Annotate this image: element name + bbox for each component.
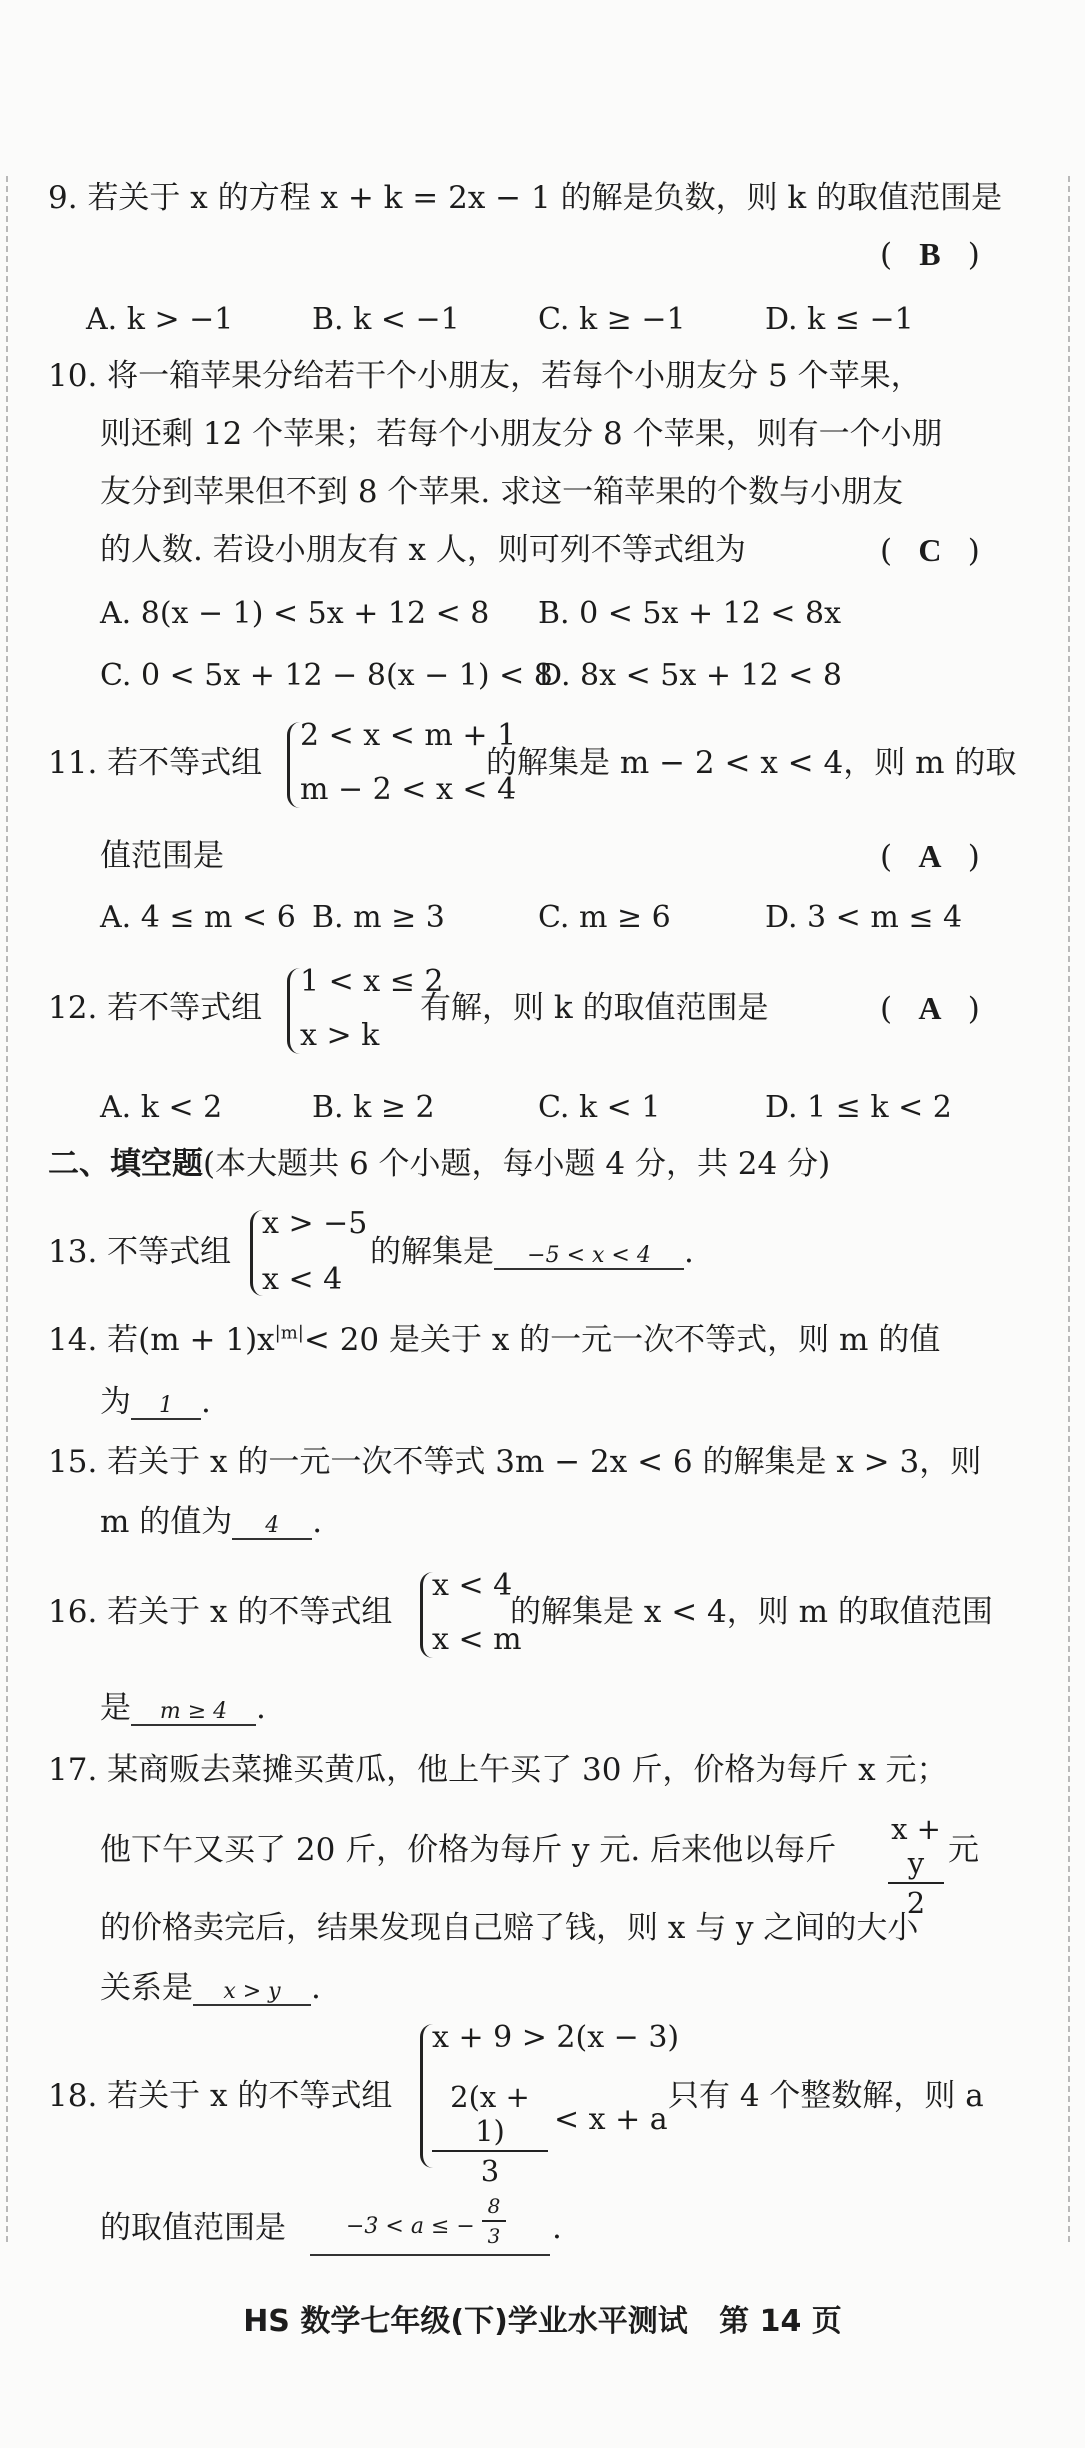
system-brace	[287, 968, 300, 1054]
system-line-2: m − 2 < x < 4	[300, 772, 517, 807]
question-text: < 20 是关于 x 的一元一次不等式，则 m 的值	[303, 1322, 941, 1358]
choice-11d: D. 3 < m ≤ 4	[765, 900, 963, 935]
answer-text: −3 < a ≤ −	[346, 2214, 475, 2239]
question-14-line-1	[48, 1322, 940, 1359]
answer-blank-17[interactable]: x > y	[193, 1980, 311, 2006]
question-13-suffix	[370, 1234, 694, 1271]
exponent: |m|	[274, 1322, 304, 1344]
answer-letter: A	[918, 838, 942, 874]
fraction-denominator: 3	[480, 2154, 500, 2188]
answer-blank-16[interactable]: m ≥ 4	[131, 1700, 256, 1726]
question-text: 将一箱苹果分给若干个小朋友，若每个小朋友分 5 个苹果，	[107, 358, 922, 394]
fraction-bar	[482, 2220, 506, 2222]
system-line-2: x < m	[432, 1622, 522, 1657]
choice-9d: D. k ≤ −1	[765, 302, 914, 337]
choice-9c: C. k ≥ −1	[538, 302, 686, 337]
system-line-1: x > −5	[262, 1206, 368, 1241]
question-16-prefix	[48, 1594, 392, 1631]
question-18-suffix: 只有 4 个整数解，则 a	[668, 2078, 984, 2114]
question-text: 某商贩去菜摊买黄瓜，他上午买了 30 斤，价格为每斤 x 元；	[107, 1752, 948, 1788]
question-10-line-1	[48, 358, 922, 395]
fraction-numerator: 8	[487, 2194, 501, 2218]
choice-10d: D. 8x < 5x + 12 < 8	[538, 658, 842, 693]
fraction-x-plus-y-over-2	[888, 1812, 944, 1920]
question-13-prefix	[48, 1234, 231, 1271]
question-text: 若关于 x 的不等式组	[107, 2078, 393, 2114]
answer-bracket-10: ( C )	[880, 532, 980, 569]
question-number: 15.	[48, 1444, 98, 1480]
question-18-prefix	[48, 2078, 392, 2115]
question-text: 不等式组	[107, 1234, 232, 1270]
choice-12b: B. k ≥ 2	[312, 1090, 435, 1125]
question-text: 是	[100, 1690, 131, 1726]
question-text: 若不等式组	[107, 745, 263, 781]
question-15-line-1	[48, 1444, 981, 1481]
right-fold-line	[1068, 176, 1070, 2242]
question-16-line-2	[100, 1690, 266, 1727]
question-16-suffix: 的解集是 x < 4，则 m 的取值范围	[510, 1594, 993, 1630]
answer-blank-15[interactable]: 4	[232, 1514, 312, 1540]
question-9	[48, 180, 1002, 217]
question-number: 18.	[48, 2078, 98, 2114]
footer-title: HS 数学七年级(下)学业水平测试	[243, 2304, 688, 2339]
choice-11c: C. m ≥ 6	[538, 900, 671, 935]
system-brace	[287, 722, 300, 808]
left-fold-line	[6, 176, 8, 2242]
system-line-1: x + 9 > 2(x − 3)	[432, 2020, 680, 2055]
question-number: 17.	[48, 1752, 98, 1788]
period: .	[312, 1504, 323, 1540]
choice-10c: C. 0 < 5x + 12 − 8(x − 1) < 8	[100, 658, 553, 693]
question-10-line-4: 的人数. 若设小朋友有 x 人，则可列不等式组为	[100, 532, 746, 568]
system-line-1: x < 4	[432, 1568, 513, 1603]
question-11-suffix: 的解集是 m − 2 < x < 4，则 m 的取	[486, 745, 1017, 781]
question-number: 11.	[48, 745, 98, 781]
question-17-line-1	[48, 1752, 948, 1789]
answer-blank-14[interactable]: 1	[131, 1394, 201, 1420]
question-text: 若(m + 1)x	[107, 1322, 275, 1358]
question-text: 的解集是	[370, 1234, 494, 1270]
page-footer	[0, 2296, 1085, 2340]
system-fraction	[432, 2080, 548, 2188]
choice-9b: B. k < −1	[312, 302, 460, 337]
question-10-line-3: 友分到苹果但不到 8 个苹果. 求这一箱苹果的个数与小朋友	[100, 474, 904, 510]
choice-12c: C. k < 1	[538, 1090, 661, 1125]
system-line-1: 1 < x ≤ 2	[300, 964, 444, 999]
fraction-denominator: 2	[906, 1886, 926, 1920]
question-17-unit: 元	[948, 1832, 979, 1868]
question-12-suffix: 有解，则 k 的取值范围是	[420, 990, 769, 1026]
question-17-line-3: 的价格卖完后，结果发现自己赔了钱，则 x 与 y 之间的大小	[100, 1910, 919, 1946]
question-17-line-2: 他下午又买了 20 斤，价格为每斤 y 元. 后来他以每斤	[100, 1832, 837, 1868]
choice-10b: B. 0 < 5x + 12 < 8x	[538, 596, 842, 631]
section-title: 二、填空题	[48, 1146, 203, 1182]
fraction-numerator: 2(x + 1)	[450, 2080, 530, 2148]
period: .	[684, 1234, 694, 1270]
answer-letter: B	[919, 236, 941, 272]
period: .	[552, 2210, 562, 2246]
question-number: 14.	[48, 1322, 98, 1358]
question-number: 12.	[48, 990, 98, 1026]
question-11-line-2: 值范围是	[100, 838, 224, 874]
fraction-denominator: 3	[487, 2224, 501, 2248]
fraction-numerator: x + y	[891, 1812, 941, 1880]
answer-bracket-11: ( A )	[880, 838, 980, 875]
question-text: 若关于 x 的一元一次不等式 3m − 2x < 6 的解集是 x > 3，则	[107, 1444, 982, 1480]
question-15-line-2	[100, 1504, 322, 1541]
choice-12d: D. 1 ≤ k < 2	[765, 1090, 952, 1125]
section-2-heading	[48, 1146, 830, 1183]
question-text: 若关于 x 的不等式组	[107, 1594, 393, 1630]
choice-11b: B. m ≥ 3	[312, 900, 445, 935]
choice-10a: A. 8(x − 1) < 5x + 12 < 8	[100, 596, 490, 631]
page-number: 第 14 页	[719, 2304, 842, 2339]
question-text: 若关于 x 的方程 x + k = 2x − 1 的解是负数，则 k 的取值范围是	[87, 180, 1003, 216]
question-number: 10.	[48, 358, 98, 394]
question-text: m 的值为	[100, 1504, 233, 1540]
question-14-line-2	[100, 1384, 211, 1421]
choice-9a: A. k > −1	[86, 302, 234, 337]
system-line-2: x > k	[300, 1018, 380, 1053]
question-number: 9.	[48, 180, 78, 216]
answer-bracket-12: ( A )	[880, 990, 980, 1027]
choice-12a: A. k < 2	[100, 1090, 223, 1125]
period: .	[311, 1970, 321, 2006]
section-note: (本大题共 6 个小题，每小题 4 分，共 24 分)	[203, 1146, 831, 1182]
answer-blank-13[interactable]: −5 < x < 4	[494, 1244, 684, 1270]
question-text: 关系是	[100, 1970, 193, 2006]
choice-11a: A. 4 ≤ m < 6	[100, 900, 296, 935]
question-18-line-2: 的取值范围是	[100, 2210, 286, 2246]
answer-bracket-9: ( B )	[880, 236, 980, 273]
system-line-2-rest: < x + a	[554, 2102, 668, 2137]
question-number: 13.	[48, 1234, 98, 1270]
question-text: 为	[100, 1384, 131, 1420]
answer-letter: A	[918, 990, 942, 1026]
system-line-2: x < 4	[262, 1262, 343, 1297]
question-11-prefix	[48, 745, 262, 782]
system-line-1: 2 < x < m + 1	[300, 718, 517, 753]
fraction-bar	[432, 2150, 548, 2152]
period: .	[201, 1384, 211, 1420]
answer-letter: C	[918, 532, 942, 568]
question-number: 16.	[48, 1594, 98, 1630]
question-12-prefix	[48, 990, 262, 1027]
period: .	[256, 1690, 266, 1726]
question-17-line-4	[100, 1970, 321, 2007]
question-10-line-2: 则还剩 12 个苹果；若每个小朋友分 8 个苹果，则有一个小朋	[100, 416, 943, 452]
question-text: 若不等式组	[107, 990, 263, 1026]
fraction-bar	[888, 1882, 944, 1884]
answer-blank-18[interactable]	[310, 2194, 550, 2256]
answer-fraction	[482, 2194, 506, 2248]
